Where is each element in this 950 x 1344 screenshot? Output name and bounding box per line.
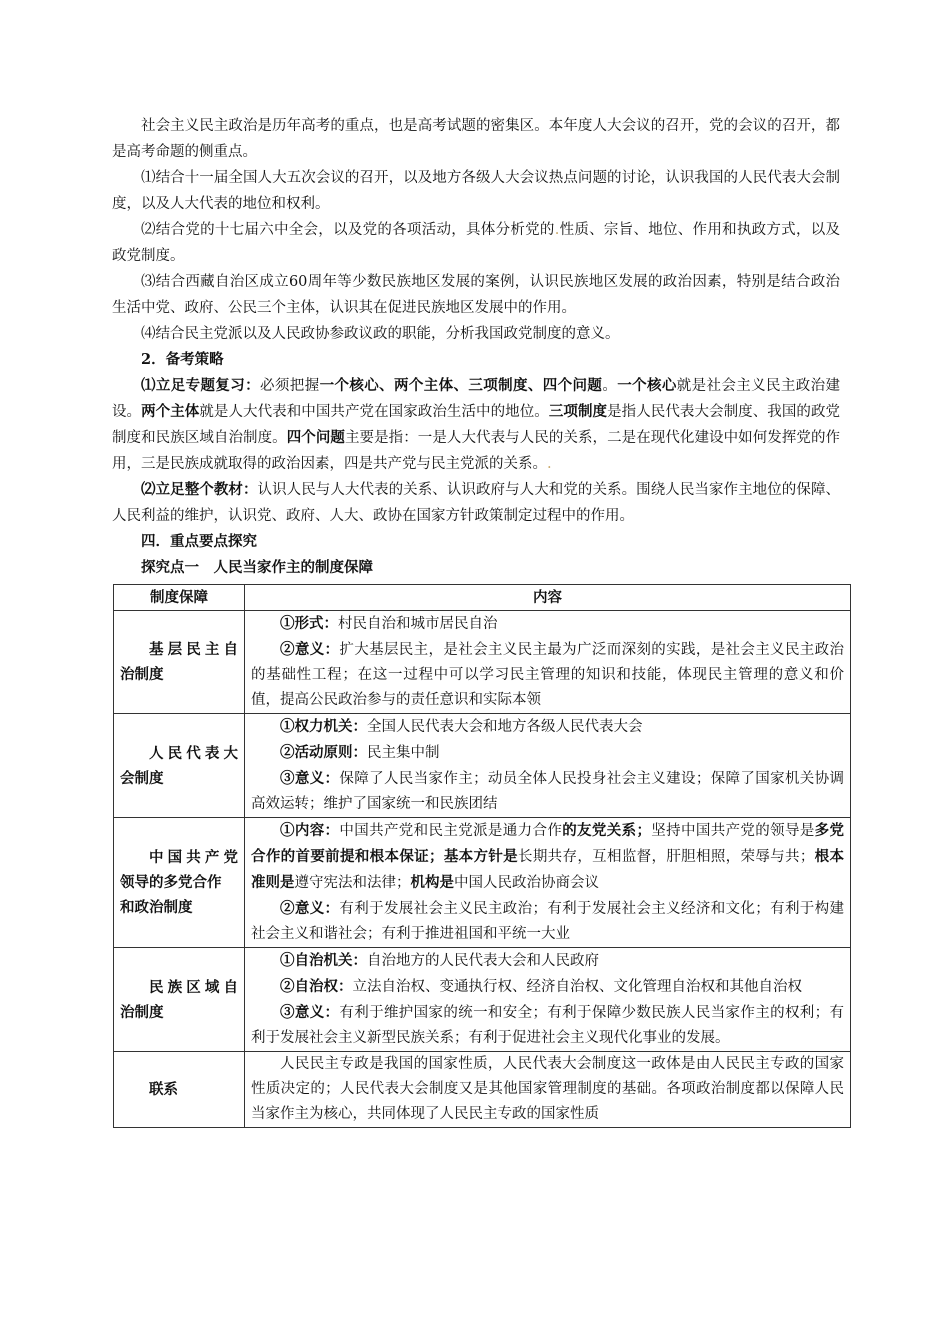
table-row	[114, 948, 851, 1052]
intro-item-3: ⑶结合西藏自治区成立60周年等少数民族地区发展的案例，认识民族地区发展的政治因素，特别是结合政治生活中党、政府、公民三个主体，认识其在促进民族地区发展中的作用。	[112, 274, 840, 316]
item-text: 中国共产党和民主党派是通力合作	[339, 823, 563, 839]
item-label: ③意义：	[280, 770, 340, 787]
item-text: 立法自治权、变通执行权、经济自治权、文化管理自治权和其他自治权	[352, 979, 802, 995]
text-run: 是指人民代表大会制度、我国的政党制度和民族区域自治制度。	[112, 404, 841, 446]
text-run: 认识人民与人大代表的关系、认识政府与人大和党的关系。围绕人民当家作主地位的保障、人民利益的维护，认识党、政府、人大、政协在国家方针政策制定过程中的作用。	[112, 482, 841, 524]
item-label: ①内容：	[280, 822, 340, 839]
policy-table	[113, 584, 851, 1128]
stray-mark: .	[547, 456, 552, 472]
stray-mark: .	[554, 222, 560, 238]
bold-run: 多党合作的首要前提和根本保证；基本方针是	[251, 822, 845, 865]
content-item	[251, 818, 844, 896]
table-row	[114, 714, 851, 818]
label-line: 领导的多党合作	[120, 874, 222, 891]
label-line: 会制度	[120, 769, 164, 787]
bold-run: 根本准则是	[251, 848, 845, 891]
bold-run: 两个主体	[141, 403, 200, 420]
strategy-item-2-label: ⑵立足整个教材：	[141, 481, 258, 498]
content-item	[251, 766, 844, 817]
table-header-system: 制度保障	[114, 585, 245, 611]
item-text: 自治地方的人民代表大会和人民政府	[367, 953, 599, 969]
text-run: 就是社会主义民主政治建设。	[112, 378, 841, 420]
item-label: ②意义：	[280, 641, 340, 658]
item-text: 长期共存，互相监督，肝胆相照，荣辱与共；	[518, 849, 815, 865]
intro-item-4: ⑷结合民主党派以及人民政协参政议政的职能，分析我国政党制度的意义。	[141, 326, 620, 342]
intro-item-2	[112, 217, 840, 269]
strategy-item-1	[112, 373, 840, 477]
item-text: 村民自治和城市居民自治	[338, 616, 498, 632]
label-line: 治制度	[120, 1003, 164, 1021]
table-header-row	[114, 585, 851, 611]
content-item	[251, 948, 844, 974]
content-item	[251, 637, 844, 713]
label-line: 中国共产党	[149, 849, 238, 866]
item-text: 民主集中制	[367, 745, 440, 761]
text-run: 就是人大代表和中国共产党在国家政治生活中的地位。	[199, 404, 549, 420]
content-item	[251, 740, 844, 766]
row-content-relation	[245, 1052, 851, 1128]
label-line: 基层民主自	[149, 641, 238, 658]
item-label: ①权力机关：	[280, 718, 367, 735]
item-text: 全国人民代表大会和地方各级人民代表大会	[367, 719, 643, 735]
strategy-item-1-label: ⑴立足专题复习：	[141, 377, 261, 394]
label-line: 人民代表大	[149, 744, 238, 762]
table-row	[114, 818, 851, 948]
content-item	[251, 611, 844, 637]
item-text: 坚持中国共产党的领导是	[650, 823, 815, 839]
intro-paragraph: 社会主义民主政治是历年高考的重点，也是高考试题的密集区。本年度人大会议的召开，党的会议的召开，都是高考命题的侧重点。	[112, 118, 840, 160]
item-text: 扩大基层民主，是社会主义民主最为广泛而深刻的实践，是社会主义民主政治的基础性工程；在这一过程中可以学习民主管理的知识和技能，体现民主管理的意义和价值，提高公民政治参与的责任意识和实际本领	[251, 642, 844, 708]
item-label: ①形式：	[280, 615, 338, 632]
item-text: 有利于维护国家的统一和安全；有利于保障少数民族人民当家作主的权利；有利于发展社会主义新型民族关系；有利于促进社会主义现代化事业的发展。	[251, 1005, 844, 1046]
bold-run: 一个核心、两个主体、三项制度、四个问题	[319, 377, 603, 394]
row-label-relation	[114, 1052, 245, 1128]
content-item: 人民民主专政是我国的国家性质，人民代表大会制度这一政体是由人民民主专政的国家性质决定的；人民代表大会制度又是其他国家管理制度的基础。各项政治制度都以保障人民当家作主为核心，共同体现了人民民主专政的国家性质	[251, 1056, 844, 1122]
row-label-grassroots	[114, 611, 245, 714]
text-run: 主要是指：一是人大代表与人民的关系，二是在现代化建设中如何发挥党的作用，三是民族成就取得的政治因素，四是共产党与民主党派的关系。	[112, 430, 841, 472]
bold-run: 的友党关系；	[562, 822, 651, 839]
item-text: 中国人民政治协商会议	[454, 875, 599, 891]
table-row	[114, 1052, 851, 1128]
intro-section	[112, 113, 840, 581]
item-text: 保障了人民当家作主；动员全体人民投身社会主义建设；保障了国家机关协调高效运转；维护了国家统一和民族团结	[251, 771, 844, 812]
bold-run: 一个核心	[617, 377, 677, 394]
table-row	[114, 611, 851, 714]
intro-item-1: ⑴结合十一届全国人大五次会议的召开，以及地方各级人大会议热点问题的讨论，认识我国的人民代表大会制度，以及人大代表的地位和权利。	[112, 170, 840, 212]
content-item	[251, 1000, 844, 1051]
bold-run: 四个问题	[286, 429, 345, 446]
section-heading: 四．重点要点探究	[141, 533, 257, 550]
content-item	[251, 896, 844, 947]
row-label-ethnic-autonomy	[114, 948, 245, 1052]
content-item	[251, 714, 844, 740]
item-label: ②活动原则：	[280, 744, 367, 761]
intro-item-2-b: 性质、宗旨、地位、作用和执政方式，以及政党制度。	[112, 222, 841, 264]
item-text: 遵守宪法和法律；	[294, 875, 411, 891]
item-text: 有利于发展社会主义民主政治；有利于发展社会主义经济和文化；有利于构建社会主义和谐社会；有利于推进祖国和平统一大业	[251, 901, 844, 942]
bold-run: 三项制度	[548, 403, 608, 420]
row-content-multiparty	[245, 818, 851, 948]
section-subheading: 探究点一 人民当家作主的制度保障	[141, 559, 373, 576]
row-content-npc	[245, 714, 851, 818]
text-run: 。	[602, 378, 618, 394]
row-label-npc	[114, 714, 245, 818]
bold-run: 机构是	[410, 874, 454, 891]
label-line: 治制度	[120, 666, 164, 683]
label-line: 民族区域自	[149, 978, 238, 996]
content-item	[251, 974, 844, 1000]
row-content-ethnic-autonomy	[245, 948, 851, 1052]
item-label: ③意义：	[280, 1004, 340, 1021]
intro-item-2-a: ⑵结合党的十七届六中全会，以及党的各项活动，具体分析党的	[141, 222, 555, 238]
strategy-item-2	[112, 477, 840, 529]
table-header-content: 内容	[245, 585, 851, 611]
strategy-heading: 2．备考策略	[141, 351, 224, 368]
item-label: ②自治权：	[280, 978, 353, 995]
item-label: ②意义：	[280, 900, 340, 917]
label-line: 和政治制度	[120, 899, 193, 916]
text-run: 必须把握	[260, 378, 320, 394]
item-label: ①自治机关：	[280, 952, 367, 969]
label-line: 联系	[149, 1081, 178, 1098]
row-content-grassroots	[245, 611, 851, 714]
row-label-multiparty	[114, 818, 245, 948]
